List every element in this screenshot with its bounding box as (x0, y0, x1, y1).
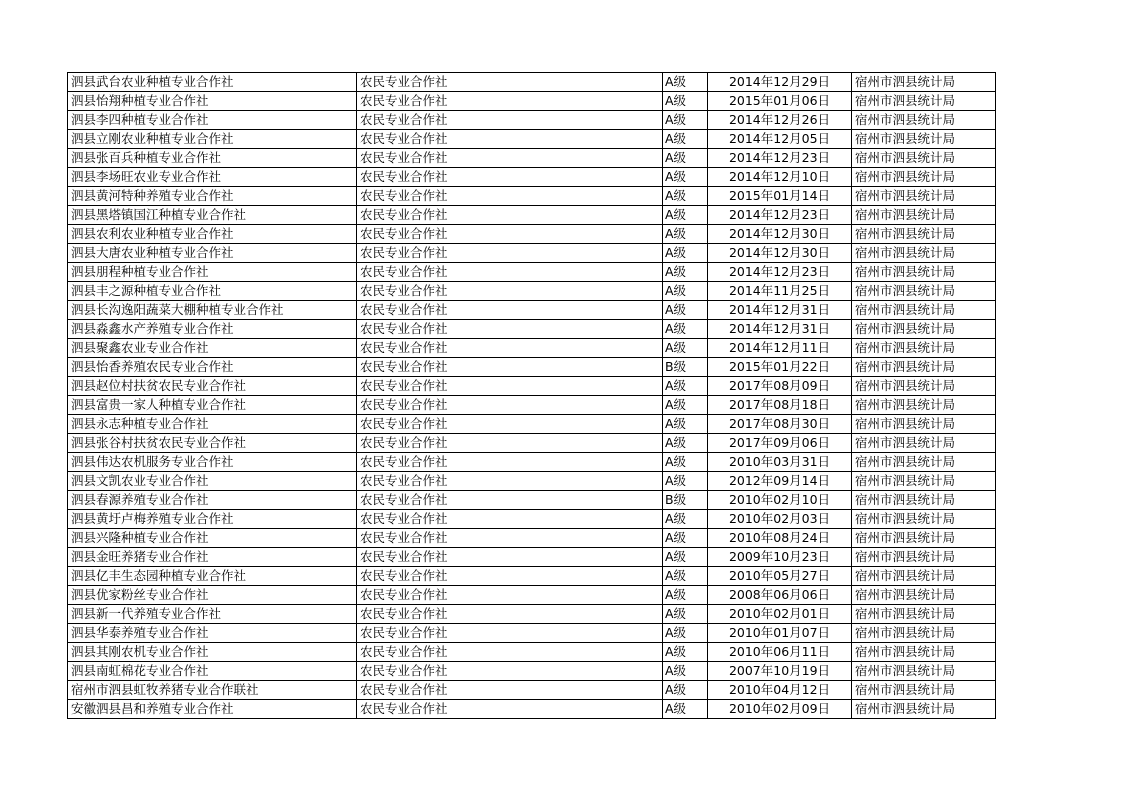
authority-cell: 宿州市泗县统计局 (852, 244, 996, 263)
organization-type-cell: 农民专业合作社 (357, 206, 663, 225)
table-row (68, 605, 996, 624)
cooperative-name-cell: 泗县南虹棉花专业合作社 (68, 662, 357, 681)
date-cell: 2012年09月14日 (708, 472, 852, 491)
authority-cell: 宿州市泗县统计局 (852, 472, 996, 491)
organization-type-cell: 农民专业合作社 (357, 149, 663, 168)
authority-cell: 宿州市泗县统计局 (852, 643, 996, 662)
table-row (68, 263, 996, 282)
table-row (68, 415, 996, 434)
table-row (68, 92, 996, 111)
authority-cell: 宿州市泗县统计局 (852, 149, 996, 168)
date-cell: 2014年12月23日 (708, 206, 852, 225)
grade-cell: A级 (663, 301, 708, 320)
grade-cell: A级 (663, 662, 708, 681)
date-cell: 2010年02月09日 (708, 700, 852, 719)
cooperative-name-cell: 泗县伟达农机服务专业合作社 (68, 453, 357, 472)
authority-cell: 宿州市泗县统计局 (852, 92, 996, 111)
date-cell: 2014年11月25日 (708, 282, 852, 301)
organization-type-cell: 农民专业合作社 (357, 111, 663, 130)
organization-type-cell: 农民专业合作社 (357, 396, 663, 415)
cooperative-name-cell: 泗县武台农业种植专业合作社 (68, 73, 357, 92)
grade-cell: A级 (663, 73, 708, 92)
organization-type-cell: 农民专业合作社 (357, 415, 663, 434)
grade-cell: A级 (663, 282, 708, 301)
authority-cell: 宿州市泗县统计局 (852, 700, 996, 719)
grade-cell: B级 (663, 358, 708, 377)
grade-cell: A级 (663, 92, 708, 111)
authority-cell: 宿州市泗县统计局 (852, 130, 996, 149)
date-cell: 2014年12月11日 (708, 339, 852, 358)
authority-cell: 宿州市泗县统计局 (852, 529, 996, 548)
table-row (68, 472, 996, 491)
cooperative-name-cell: 泗县文凯农业专业合作社 (68, 472, 357, 491)
table-row (68, 339, 996, 358)
authority-cell: 宿州市泗县统计局 (852, 396, 996, 415)
organization-type-cell: 农民专业合作社 (357, 282, 663, 301)
grade-cell: A级 (663, 415, 708, 434)
authority-cell: 宿州市泗县统计局 (852, 415, 996, 434)
authority-cell: 宿州市泗县统计局 (852, 377, 996, 396)
date-cell: 2010年03月31日 (708, 453, 852, 472)
organization-type-cell: 农民专业合作社 (357, 453, 663, 472)
grade-cell: A级 (663, 377, 708, 396)
organization-type-cell: 农民专业合作社 (357, 130, 663, 149)
authority-cell: 宿州市泗县统计局 (852, 624, 996, 643)
organization-type-cell: 农民专业合作社 (357, 700, 663, 719)
grade-cell: B级 (663, 491, 708, 510)
organization-type-cell: 农民专业合作社 (357, 491, 663, 510)
date-cell: 2014年12月26日 (708, 111, 852, 130)
table-row (68, 244, 996, 263)
cooperative-name-cell: 泗县亿丰生态园种植专业合作社 (68, 567, 357, 586)
date-cell: 2010年02月01日 (708, 605, 852, 624)
organization-type-cell: 农民专业合作社 (357, 548, 663, 567)
organization-type-cell: 农民专业合作社 (357, 187, 663, 206)
table-row (68, 643, 996, 662)
organization-type-cell: 农民专业合作社 (357, 567, 663, 586)
cooperative-name-cell: 泗县优家粉丝专业合作社 (68, 586, 357, 605)
authority-cell: 宿州市泗县统计局 (852, 586, 996, 605)
table-row (68, 586, 996, 605)
organization-type-cell: 农民专业合作社 (357, 244, 663, 263)
organization-type-cell: 农民专业合作社 (357, 339, 663, 358)
date-cell: 2010年04月12日 (708, 681, 852, 700)
cooperative-name-cell: 泗县新一代养殖专业合作社 (68, 605, 357, 624)
authority-cell: 宿州市泗县统计局 (852, 225, 996, 244)
grade-cell: A级 (663, 206, 708, 225)
authority-cell: 宿州市泗县统计局 (852, 320, 996, 339)
table-row (68, 187, 996, 206)
date-cell: 2010年06月11日 (708, 643, 852, 662)
organization-type-cell: 农民专业合作社 (357, 377, 663, 396)
date-cell: 2014年12月23日 (708, 263, 852, 282)
authority-cell: 宿州市泗县统计局 (852, 282, 996, 301)
authority-cell: 宿州市泗县统计局 (852, 263, 996, 282)
date-cell: 2017年09月06日 (708, 434, 852, 453)
cooperative-name-cell: 泗县黄圩卢梅养殖专业合作社 (68, 510, 357, 529)
cooperative-name-cell: 泗县金旺养猪专业合作社 (68, 548, 357, 567)
authority-cell: 宿州市泗县统计局 (852, 434, 996, 453)
organization-type-cell: 农民专业合作社 (357, 662, 663, 681)
authority-cell: 宿州市泗县统计局 (852, 605, 996, 624)
authority-cell: 宿州市泗县统计局 (852, 358, 996, 377)
organization-type-cell: 农民专业合作社 (357, 624, 663, 643)
date-cell: 2010年02月10日 (708, 491, 852, 510)
authority-cell: 宿州市泗县统计局 (852, 662, 996, 681)
organization-type-cell: 农民专业合作社 (357, 681, 663, 700)
cooperative-name-cell: 泗县华泰养殖专业合作社 (68, 624, 357, 643)
grade-cell: A级 (663, 149, 708, 168)
cooperative-name-cell: 泗县李场旺农业专业合作社 (68, 168, 357, 187)
table-body (68, 73, 996, 719)
table-row (68, 225, 996, 244)
grade-cell: A级 (663, 643, 708, 662)
cooperative-rating-table (67, 72, 996, 719)
organization-type-cell: 农民专业合作社 (357, 263, 663, 282)
grade-cell: A级 (663, 263, 708, 282)
organization-type-cell: 农民专业合作社 (357, 586, 663, 605)
grade-cell: A级 (663, 586, 708, 605)
grade-cell: A级 (663, 111, 708, 130)
grade-cell: A级 (663, 510, 708, 529)
table-row (68, 700, 996, 719)
grade-cell: A级 (663, 529, 708, 548)
organization-type-cell: 农民专业合作社 (357, 643, 663, 662)
grade-cell: A级 (663, 187, 708, 206)
authority-cell: 宿州市泗县统计局 (852, 453, 996, 472)
authority-cell: 宿州市泗县统计局 (852, 510, 996, 529)
cooperative-name-cell: 泗县淼鑫水产养殖专业合作社 (68, 320, 357, 339)
table-row (68, 358, 996, 377)
cooperative-name-cell: 泗县春源养殖专业合作社 (68, 491, 357, 510)
grade-cell: A级 (663, 168, 708, 187)
authority-cell: 宿州市泗县统计局 (852, 339, 996, 358)
grade-cell: A级 (663, 567, 708, 586)
authority-cell: 宿州市泗县统计局 (852, 491, 996, 510)
organization-type-cell: 农民专业合作社 (357, 434, 663, 453)
table-row (68, 434, 996, 453)
table-row (68, 320, 996, 339)
table-row (68, 149, 996, 168)
organization-type-cell: 农民专业合作社 (357, 472, 663, 491)
table-row (68, 111, 996, 130)
cooperative-name-cell: 泗县农利农业种植专业合作社 (68, 225, 357, 244)
date-cell: 2009年10月23日 (708, 548, 852, 567)
cooperative-name-cell: 泗县张谷村扶贫农民专业合作社 (68, 434, 357, 453)
cooperative-name-cell: 泗县大唐农业种植专业合作社 (68, 244, 357, 263)
authority-cell: 宿州市泗县统计局 (852, 206, 996, 225)
date-cell: 2010年08月24日 (708, 529, 852, 548)
organization-type-cell: 农民专业合作社 (357, 225, 663, 244)
grade-cell: A级 (663, 320, 708, 339)
cooperative-name-cell: 安徽泗县昌和养殖专业合作社 (68, 700, 357, 719)
table-row (68, 681, 996, 700)
date-cell: 2007年10月19日 (708, 662, 852, 681)
organization-type-cell: 农民专业合作社 (357, 529, 663, 548)
cooperative-name-cell: 泗县兴隆种植专业合作社 (68, 529, 357, 548)
grade-cell: A级 (663, 624, 708, 643)
date-cell: 2015年01月14日 (708, 187, 852, 206)
cooperative-name-cell: 泗县立刚农业种植专业合作社 (68, 130, 357, 149)
organization-type-cell: 农民专业合作社 (357, 92, 663, 111)
grade-cell: A级 (663, 548, 708, 567)
cooperative-name-cell: 泗县怡翔种植专业合作社 (68, 92, 357, 111)
grade-cell: A级 (663, 453, 708, 472)
date-cell: 2014年12月05日 (708, 130, 852, 149)
cooperative-name-cell: 泗县黑塔镇国江种植专业合作社 (68, 206, 357, 225)
authority-cell: 宿州市泗县统计局 (852, 111, 996, 130)
table-row (68, 453, 996, 472)
table-row (68, 377, 996, 396)
date-cell: 2017年08月18日 (708, 396, 852, 415)
cooperative-name-cell: 宿州市泗县虹牧养猪专业合作联社 (68, 681, 357, 700)
date-cell: 2015年01月22日 (708, 358, 852, 377)
table-row (68, 662, 996, 681)
cooperative-name-cell: 泗县赵位村扶贫农民专业合作社 (68, 377, 357, 396)
table-row (68, 206, 996, 225)
date-cell: 2014年12月31日 (708, 320, 852, 339)
authority-cell: 宿州市泗县统计局 (852, 168, 996, 187)
table-row (68, 301, 996, 320)
organization-type-cell: 农民专业合作社 (357, 320, 663, 339)
grade-cell: A级 (663, 700, 708, 719)
table-row (68, 548, 996, 567)
table-row (68, 396, 996, 415)
date-cell: 2010年01月07日 (708, 624, 852, 643)
table-row (68, 168, 996, 187)
cooperative-name-cell: 泗县怡香养殖农民专业合作社 (68, 358, 357, 377)
organization-type-cell: 农民专业合作社 (357, 73, 663, 92)
grade-cell: A级 (663, 244, 708, 263)
date-cell: 2017年08月30日 (708, 415, 852, 434)
table-row (68, 282, 996, 301)
authority-cell: 宿州市泗县统计局 (852, 73, 996, 92)
cooperative-name-cell: 泗县张百兵种植专业合作社 (68, 149, 357, 168)
grade-cell: A级 (663, 339, 708, 358)
cooperative-name-cell: 泗县丰之源种植专业合作社 (68, 282, 357, 301)
cooperative-name-cell: 泗县聚鑫农业专业合作社 (68, 339, 357, 358)
date-cell: 2008年06月06日 (708, 586, 852, 605)
authority-cell: 宿州市泗县统计局 (852, 567, 996, 586)
date-cell: 2014年12月10日 (708, 168, 852, 187)
grade-cell: A级 (663, 681, 708, 700)
authority-cell: 宿州市泗县统计局 (852, 548, 996, 567)
date-cell: 2014年12月30日 (708, 225, 852, 244)
date-cell: 2017年08月09日 (708, 377, 852, 396)
table-row (68, 567, 996, 586)
date-cell: 2010年02月03日 (708, 510, 852, 529)
table-row (68, 529, 996, 548)
grade-cell: A级 (663, 472, 708, 491)
organization-type-cell: 农民专业合作社 (357, 301, 663, 320)
table-row (68, 130, 996, 149)
organization-type-cell: 农民专业合作社 (357, 168, 663, 187)
organization-type-cell: 农民专业合作社 (357, 358, 663, 377)
grade-cell: A级 (663, 396, 708, 415)
date-cell: 2014年12月23日 (708, 149, 852, 168)
cooperative-name-cell: 泗县黄河特种养殖专业合作社 (68, 187, 357, 206)
cooperative-name-cell: 泗县永志种植专业合作社 (68, 415, 357, 434)
cooperative-name-cell: 泗县其刚农机专业合作社 (68, 643, 357, 662)
authority-cell: 宿州市泗县统计局 (852, 187, 996, 206)
grade-cell: A级 (663, 605, 708, 624)
grade-cell: A级 (663, 225, 708, 244)
cooperative-name-cell: 泗县李四种植专业合作社 (68, 111, 357, 130)
table-row (68, 491, 996, 510)
organization-type-cell: 农民专业合作社 (357, 510, 663, 529)
grade-cell: A级 (663, 434, 708, 453)
organization-type-cell: 农民专业合作社 (357, 605, 663, 624)
date-cell: 2010年05月27日 (708, 567, 852, 586)
table-row (68, 624, 996, 643)
cooperative-name-cell: 泗县富贵一家人种植专业合作社 (68, 396, 357, 415)
table-row (68, 73, 996, 92)
date-cell: 2014年12月29日 (708, 73, 852, 92)
authority-cell: 宿州市泗县统计局 (852, 681, 996, 700)
date-cell: 2014年12月31日 (708, 301, 852, 320)
grade-cell: A级 (663, 130, 708, 149)
cooperative-name-cell: 泗县朋程种植专业合作社 (68, 263, 357, 282)
authority-cell: 宿州市泗县统计局 (852, 301, 996, 320)
date-cell: 2014年12月30日 (708, 244, 852, 263)
cooperative-name-cell: 泗县长沟逸阳蔬菜大棚种植专业合作社 (68, 301, 357, 320)
table-row (68, 510, 996, 529)
date-cell: 2015年01月06日 (708, 92, 852, 111)
